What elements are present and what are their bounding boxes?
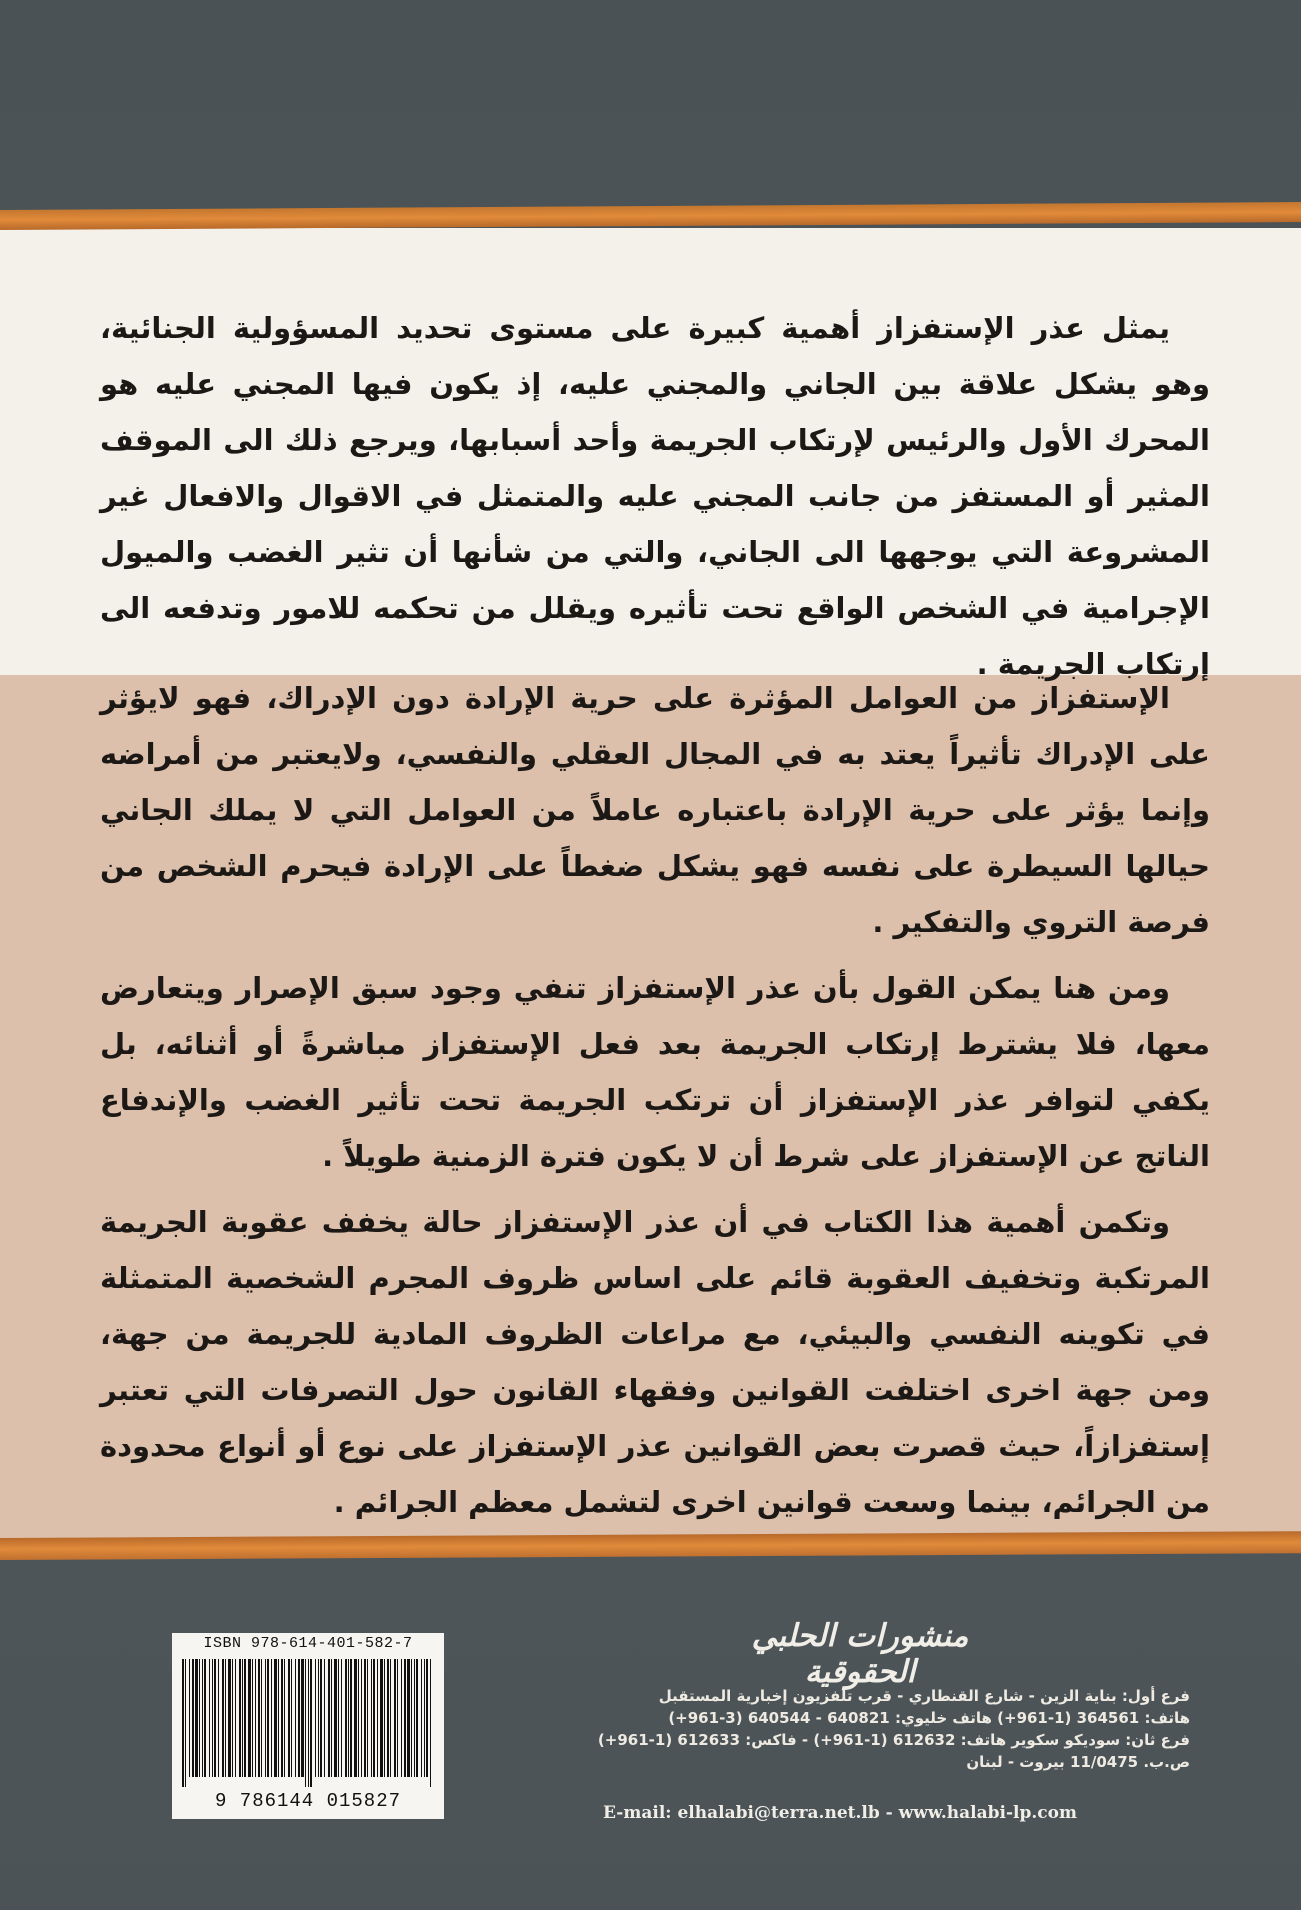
barcode-bar xyxy=(377,1659,378,1777)
barcode-bar xyxy=(324,1659,325,1777)
po-box-line: ص.ب. 11/0475 بيروت - لبنان xyxy=(966,1753,1190,1771)
barcode-bar xyxy=(242,1659,243,1777)
barcode-bar xyxy=(334,1659,337,1777)
barcode-bar xyxy=(284,1659,285,1777)
barcode-bar xyxy=(371,1659,372,1777)
body-text xyxy=(100,670,1210,1540)
barcode-bar xyxy=(430,1659,431,1787)
barcode-bar xyxy=(390,1659,391,1777)
barcode-bar xyxy=(248,1659,251,1777)
barcode xyxy=(172,1633,444,1819)
paragraph-2: الإستفزاز من العوامل المؤثرة على حرية الإرادة دون الإدراك، فهو لايؤثر على الإدراك تأثيراً يعتد به في المجال العقلي والنفسي، ولايعتبر من أمراضه وإنما يؤثر على حرية الإرادة باعتباره عاملاً من العوامل التي لا يملك الجاني حيالها السيطرة على نفسه فهو يشكل ضغطاً على الإرادة فيحرم الشخص من فرصة التروي والتفكير . xyxy=(100,681,1210,939)
barcode-bar xyxy=(252,1659,253,1777)
barcode-bar xyxy=(394,1659,396,1777)
barcode-bar xyxy=(212,1659,213,1777)
barcode-bar xyxy=(298,1659,300,1777)
barcode-bar xyxy=(358,1659,359,1777)
barcode-bar xyxy=(426,1659,428,1777)
barcode-bar xyxy=(255,1659,256,1777)
barcode-bar xyxy=(350,1659,352,1777)
barcode-bar xyxy=(373,1659,375,1777)
top-orange-band xyxy=(0,202,1301,230)
barcode-bar xyxy=(202,1659,203,1777)
barcode-bar xyxy=(281,1659,283,1777)
barcode-bar xyxy=(380,1659,383,1777)
barcode-bar xyxy=(182,1659,184,1787)
barcode-bar xyxy=(397,1659,398,1777)
barcode-bar xyxy=(328,1659,330,1777)
barcode-bar xyxy=(274,1659,277,1777)
barcode-bar xyxy=(310,1659,312,1787)
barcode-bar xyxy=(348,1659,349,1777)
barcode-bar xyxy=(404,1659,406,1777)
barcode-bar xyxy=(214,1659,216,1777)
barcode-bar xyxy=(421,1659,422,1777)
barcode-bar xyxy=(185,1659,186,1787)
footer xyxy=(0,1580,1301,1910)
barcode-bar xyxy=(338,1659,339,1777)
barcode-bar xyxy=(278,1659,279,1777)
barcode-bar xyxy=(232,1659,233,1777)
paragraph-3: ومن هنا يمكن القول بأن عذر الإستفزاز تنفي وجود سبق الإصرار ويتعارض معها، فلا يشترط إرتكاب الجريمة بعد فعل الإستفزاز مباشرةً أو أثنائه، بل يكفي لتوافر عذر الإستفزاز أن ترتكب الجريمة تحت تأثير الغضب والإندفاع الناتج عن الإستفزاز على شرط أن لا يكون فترة الزمنية طويلاً . xyxy=(100,971,1210,1173)
isbn-digits: 9 786144 015827 xyxy=(214,1790,402,1812)
barcode-bar xyxy=(199,1659,200,1777)
barcode-bar xyxy=(204,1659,206,1777)
barcode-bar xyxy=(367,1659,368,1777)
barcode-bar xyxy=(291,1659,292,1777)
barcode-bar xyxy=(239,1659,241,1777)
publisher-address xyxy=(500,1685,1190,1773)
barcode-bar xyxy=(288,1659,290,1777)
barcode-bar xyxy=(192,1659,194,1777)
barcode-bar xyxy=(345,1659,347,1777)
barcode-bar xyxy=(318,1659,319,1777)
intro-text xyxy=(100,300,1210,702)
barcode-bar xyxy=(209,1659,210,1777)
barcode-bar xyxy=(384,1659,385,1777)
barcode-bar xyxy=(265,1659,266,1777)
paragraph-4: وتكمن أهمية هذا الكتاب في أن عذر الإستفزاز حالة يخفف عقوبة الجريمة المرتكبة وتخفيف العقوبة قائم على اساس ظروف المجرم الشخصية المتمثلة في تكوينه النفسي والبيئي، مع مراعات الظروف المادية للجريمة من جهة، ومن جهة اخرى اختلفت القوانين وفقهاء القانون حول التصرفات التي تعتبر إستفزازاً، حيث قصرت بعض القوانين عذر الإستفزاز على نوع أو أنواع محدودة من الجرائم، بينما وسعت قوانين اخرى لتشمل معظم الجرائم . xyxy=(100,1205,1210,1519)
barcode-bar xyxy=(189,1659,190,1777)
barcode-bar xyxy=(218,1659,219,1777)
barcode-bar xyxy=(364,1659,366,1777)
barcode-bar xyxy=(271,1659,272,1777)
barcode-bar xyxy=(267,1659,269,1777)
barcode-bar xyxy=(401,1659,402,1777)
phone-1-line: هاتف: 364561 (1-961+) هاتف خليوي: 640821 - 640544 (3-961+) xyxy=(668,1709,1190,1727)
barcode-bars xyxy=(180,1659,436,1787)
barcode-bar xyxy=(301,1659,304,1777)
barcode-bar xyxy=(225,1659,226,1777)
contact-line: E-mail: elhalabi@terra.net.lb - www.halabi-lp.com xyxy=(603,1803,1077,1823)
barcode-bar xyxy=(331,1659,332,1777)
barcode-bar xyxy=(195,1659,198,1777)
barcode-bar xyxy=(295,1659,296,1777)
barcode-bar xyxy=(416,1659,418,1777)
barcode-bar xyxy=(407,1659,410,1777)
barcode-bar xyxy=(261,1659,262,1777)
barcode-bar xyxy=(354,1659,357,1777)
barcode-bar xyxy=(235,1659,236,1777)
barcode-bar xyxy=(228,1659,231,1777)
branch-1-line: فرع أول: بناية الزين - شارع القنطاري - قرب تلفزيون إخبارية المستقبل xyxy=(658,1687,1190,1705)
barcode-bar xyxy=(308,1659,309,1787)
barcode-bar xyxy=(361,1659,362,1777)
publisher-logo: منشورات الحلبي الحقوقية xyxy=(751,1618,969,1690)
barcode-bar xyxy=(305,1659,306,1787)
barcode-bar xyxy=(222,1659,224,1777)
barcode-bar xyxy=(244,1659,246,1777)
isbn-label: ISBN 978-614-401-582-7 xyxy=(203,1635,413,1652)
barcode-bar xyxy=(424,1659,425,1777)
barcode-bar xyxy=(411,1659,412,1777)
barcode-bar xyxy=(258,1659,260,1777)
barcode-bar xyxy=(414,1659,415,1777)
barcode-bar xyxy=(315,1659,316,1777)
paragraph-1: يمثل عذر الإستفزاز أهمية كبيرة على مستوى تحديد المسؤولية الجنائية، وهو يشكل علاقة بين الجاني والمجني عليه، إذ يكون فيها المجني عليه هو المحرك الأول والرئيس لإرتكاب الجريمة وأحد أسبابها، ويرجع ذلك الى الموقف المثير أو المستفز من جانب المجني عليه والمتمثل في الاقوال والافعال غير المشروعة التي يوجهها الى الجاني، والتي من شأنها أن تثير الغضب والميول الإجرامية في الشخص الواقع تحت تأثيره ويقلل من تحكمه للامور وتدفعه الى إرتكاب الجريمة . xyxy=(100,311,1210,681)
barcode-bar xyxy=(387,1659,389,1777)
barcode-bar xyxy=(320,1659,322,1777)
branch-2-line: فرع ثان: سوديكو سكوير هاتف: 612632 (1-961+) - فاكس: 612633 (1-961+) xyxy=(597,1731,1190,1749)
barcode-bar xyxy=(341,1659,342,1777)
